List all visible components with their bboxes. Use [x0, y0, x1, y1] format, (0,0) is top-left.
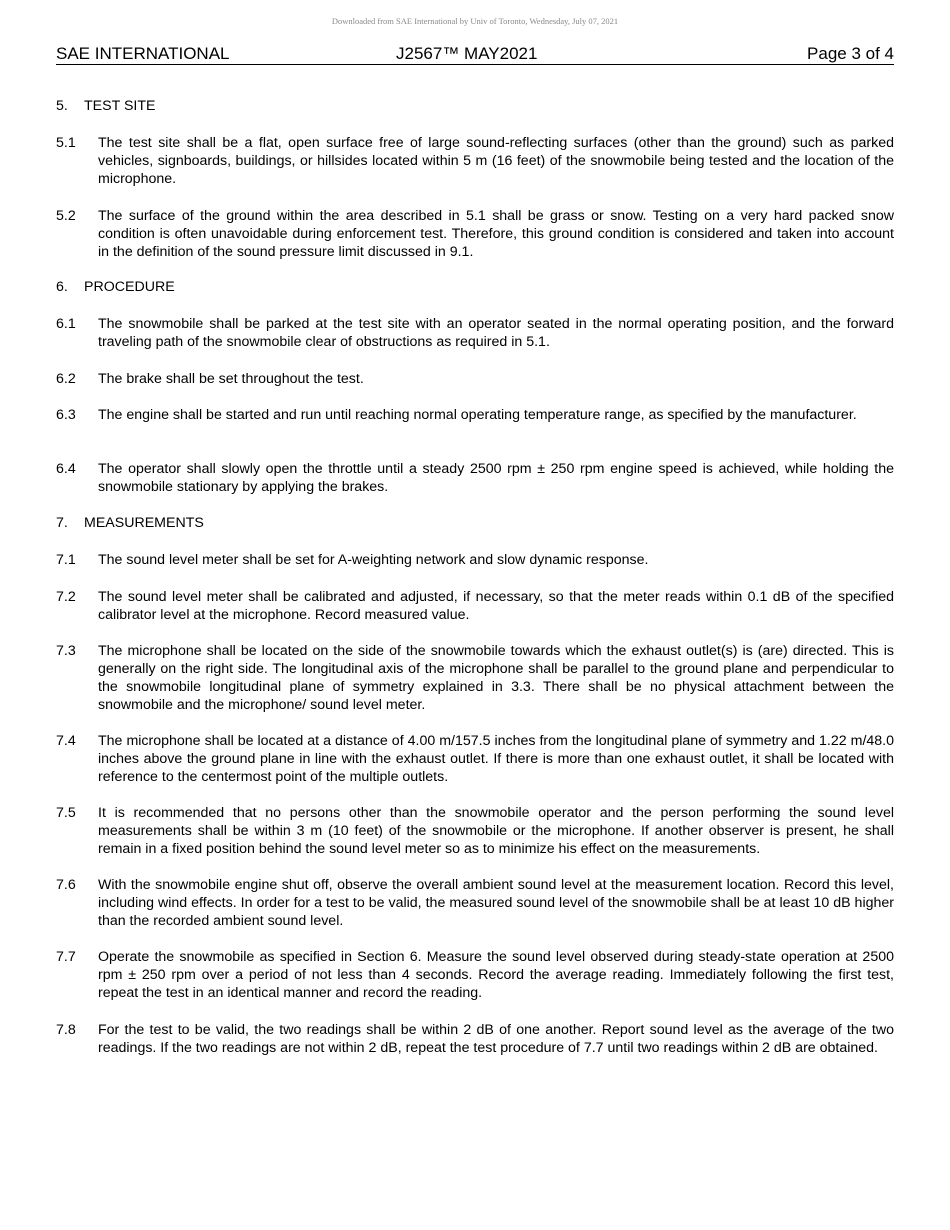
clause-text: The microphone shall be located on the side of the snowmobile towards which the exhaust outlet(s) is (are) directed. This is generally on the right side. The longitudinal axis of the microphone shall be parallel to the ground plane and perpendicular to the snowmobile longitudinal plane of symmetry explained in 3.3. There shall be no physical attachment between the snowmobile and the microphone/ sound level meter.: [98, 643, 894, 713]
clause-6-1: [56, 315, 894, 351]
clause-text: The sound level meter shall be calibrated and adjusted, if necessary, so that the meter reads within 0.1 dB of the specified calibrator level at the microphone. Record measured value.: [98, 589, 894, 623]
clause-number: 5.2: [56, 208, 76, 224]
clause-number: 7.4: [56, 733, 76, 749]
header-document-id: J2567™ MAY2021: [396, 44, 538, 63]
clause-text: It is recommended that no persons other than the snowmobile operator and the person performing the sound level measurements shall be within 3 m (10 feet) of the snowmobile or the microphone. If another observer is present, he shall remain in a fixed position behind the sound level meter so as to minimize his effect on the measurements.: [98, 805, 894, 857]
clause-number: 7.3: [56, 643, 76, 659]
clause-7-7: [56, 948, 894, 1002]
clause-7-5: [56, 804, 894, 858]
clause-text: The sound level meter shall be set for A-weighting network and slow dynamic response.: [98, 552, 649, 568]
clause-5-2: [56, 207, 894, 261]
section-title: MEASUREMENTS: [84, 515, 204, 531]
clause-text: The surface of the ground within the area described in 5.1 shall be grass or snow. Testing on a very hard packed snow condition is often unavoidable during enforcement test. Therefore, this ground condition is considered and taken into account in the definition of the sound pressure limit discussed in 9.1.: [98, 208, 894, 260]
clause-number: 7.6: [56, 877, 76, 893]
clause-text: The snowmobile shall be parked at the test site with an operator seated in the normal operating position, and the forward traveling path of the snowmobile clear of obstructions as required in 5.1.: [98, 316, 894, 350]
clause-number: 7.2: [56, 589, 76, 605]
header-organization: SAE INTERNATIONAL: [56, 44, 230, 63]
section-title: TEST SITE: [84, 98, 156, 114]
clause-number: 5.1: [56, 135, 76, 151]
clause-number: 7.1: [56, 552, 76, 568]
section-number: 5.: [56, 98, 68, 114]
clause-text: The test site shall be a flat, open surface free of large sound-reflecting surfaces (other than the ground) such as parked vehicles, signboards, buildings, or hillsides located within 5 m (16 feet) of the snowmobile being tested and the location of the microphone.: [98, 135, 894, 187]
clause-7-6: [56, 876, 894, 930]
clause-number: 7.8: [56, 1022, 76, 1038]
clause-text: The engine shall be started and run until reaching normal operating temperature range, as specified by the manufacturer.: [98, 407, 857, 423]
clause-number: 6.3: [56, 407, 76, 423]
page-header: [56, 44, 894, 65]
download-watermark: Downloaded from SAE International by Univ of Toronto, Wednesday, July 07, 2021: [331, 16, 619, 26]
clause-5-1: [56, 134, 894, 188]
clause-7-4: [56, 732, 894, 786]
section-heading-test-site: [56, 97, 894, 115]
clause-text: With the snowmobile engine shut off, observe the overall ambient sound level at the measurement location. Record this level, including wind effects. In order for a test to be valid, the measured sound level of the snowmobile shall be at least 10 dB higher than the recorded ambient sound level.: [98, 877, 894, 929]
section-title: PROCEDURE: [84, 279, 175, 295]
section-number: 7.: [56, 515, 68, 531]
clause-text: The operator shall slowly open the throttle until a steady 2500 rpm ± 250 rpm engine speed is achieved, while holding the snowmobile stationary by applying the brakes.: [98, 461, 894, 495]
clause-number: 6.2: [56, 371, 76, 387]
clause-6-2: [56, 370, 894, 388]
clause-number: 7.5: [56, 805, 76, 821]
clause-number: 7.7: [56, 949, 76, 965]
clause-6-4: [56, 460, 894, 496]
clause-number: 6.4: [56, 461, 76, 477]
clause-7-1: [56, 551, 894, 569]
clause-text: The microphone shall be located at a distance of 4.00 m/157.5 inches from the longitudinal plane of symmetry and 1.22 m/48.0 inches above the ground plane in line with the exhaust outlet. If there is more than one exhaust outlet, it shall be located with reference to the centermost point of the multiple outlets.: [98, 733, 894, 785]
section-heading-measurements: [56, 514, 894, 532]
header-page-number: Page 3 of 4: [807, 44, 894, 63]
clause-7-3: [56, 642, 894, 714]
clause-text: For the test to be valid, the two readings shall be within 2 dB of one another. Report sound level as the average of the two readings. If the two readings are not within 2 dB, repeat the test procedure of 7.7 until two readings within 2 dB are obtained.: [98, 1022, 894, 1056]
clause-6-3: [56, 406, 894, 424]
clause-7-2: [56, 588, 894, 624]
section-number: 6.: [56, 279, 68, 295]
clause-text: The brake shall be set throughout the test.: [98, 371, 364, 387]
clause-7-8: [56, 1021, 894, 1057]
clause-number: 6.1: [56, 316, 76, 332]
section-heading-procedure: [56, 278, 894, 296]
clause-text: Operate the snowmobile as specified in Section 6. Measure the sound level observed during steady-state operation at 2500 rpm ± 250 rpm over a period of not less than 4 seconds. Record the average reading. Immediately following the first test, repeat the test in an identical manner and record the reading.: [98, 949, 894, 1001]
